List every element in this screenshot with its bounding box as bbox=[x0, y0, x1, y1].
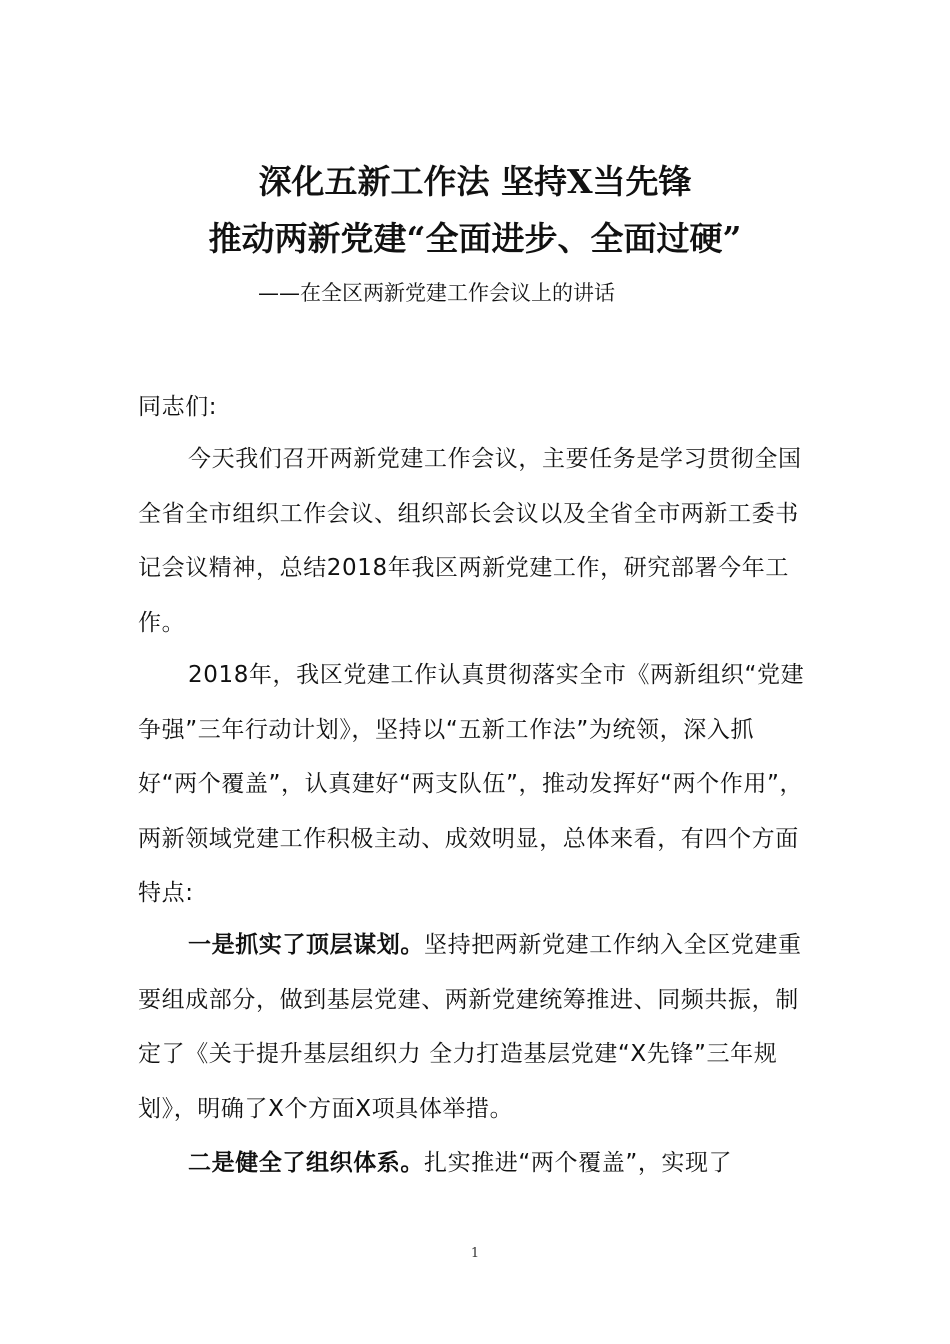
paragraph-4 bbox=[138, 1136, 810, 1191]
paragraph-3-body: 坚持把两新党建工作纳入全区党建重要组成部分，做到基层党建、两新党建统筹推进、同频共振，制定了《关于提升基层组织力 全力打造基层党建“X先锋”三年规划》，明确了X个方面X项具体举措。 bbox=[138, 932, 802, 1122]
page-number: 1 bbox=[470, 1246, 480, 1261]
paragraph-4-body: 扎实推进“两个覆盖”，实现了 bbox=[424, 1150, 733, 1176]
paragraph-3 bbox=[138, 918, 810, 1136]
document-subtitle: ——在全区两新党建工作会议上的讲话 bbox=[258, 281, 615, 305]
salutation: 同志们: bbox=[138, 394, 218, 420]
document-title-line-2: 推动两新党建“全面进步、全面过硬” bbox=[208, 219, 742, 258]
paragraph-2: 2018年，我区党建工作认真贯彻落实全市《两新组织“党建争强”三年行动计划》，坚持以“五新工作法”为统领，深入抓好“两个覆盖”，认真建好“两支队伍”，推动发挥好“两个作用”，两新领域党建工作积极主动、成效明显，总体来看，有四个方面特点: bbox=[138, 662, 805, 906]
paragraph-3-lead: 一是抓实了顶层谋划。 bbox=[188, 932, 424, 958]
paragraph-1: 今天我们召开两新党建工作会议，主要任务是学习贯彻全国全省全市组织工作会议、组织部长会议以及全省全市两新工委书记会议精神，总结2018年我区两新党建工作，研究部署今年工作。 bbox=[138, 446, 802, 636]
document-title-line-1: 深化五新工作法 坚持X当先锋 bbox=[258, 162, 692, 201]
paragraph-4-lead: 二是健全了组织体系。 bbox=[188, 1150, 424, 1176]
